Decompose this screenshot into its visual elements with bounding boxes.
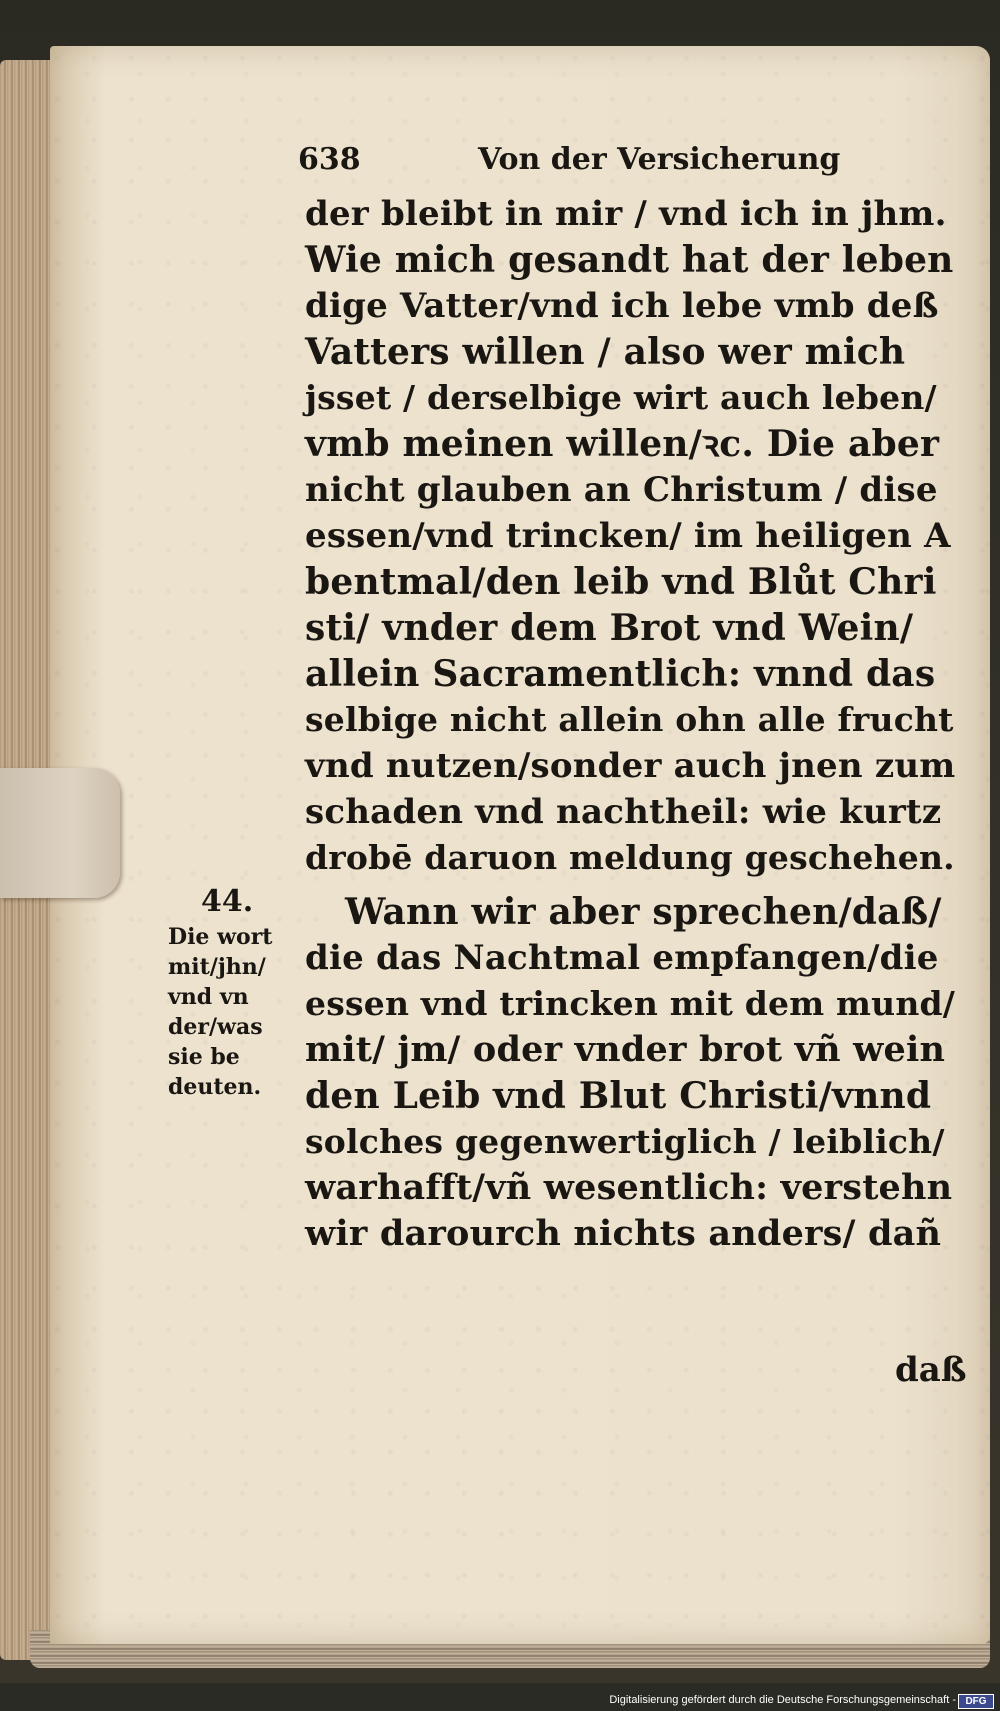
text-line: wir darourch nichts anders/ dañ: [305, 1213, 942, 1254]
text-line: Wie mich gesandt hat der leben: [305, 239, 954, 281]
text-line: essen/vnd trincken/ im heiligen A: [305, 516, 951, 556]
margin-note-line: der/was: [168, 1014, 263, 1040]
margin-note-line: sie be: [168, 1044, 240, 1070]
text-line: solches gegenwertiglich / leiblich/: [305, 1122, 945, 1161]
text-line: Vatters willen / also wer mich: [305, 331, 906, 373]
text-line: schaden vnd nachtheil: wie kurtz: [305, 792, 942, 832]
text-line: selbige nicht allein ohn alle frucht: [305, 700, 954, 739]
running-title: Von der Versicherung: [478, 142, 841, 177]
dfg-logo: DFG: [958, 1694, 994, 1709]
text-line: vnd nutzen/sonder auch jnen zum: [305, 746, 956, 786]
margin-note-line: Die wort: [168, 924, 273, 950]
page-number: 638: [298, 142, 361, 177]
text-line: der bleibt in mir / vnd ich in jhm.: [305, 194, 947, 234]
funding-credit: Digitalisierung gefördert durch die Deutsche Forschungsgemeinschaft -: [609, 1694, 956, 1706]
text-line: nicht glauben an Christum / dise: [305, 470, 938, 510]
text-line: vmb meinen willen/ꝛc. Die aber: [305, 423, 940, 465]
text-line-indented: Wann wir aber sprechen/daß/: [345, 891, 942, 933]
text-line: mit/ jm/ oder vnder brot vñ wein: [305, 1029, 946, 1070]
page-header: [298, 142, 841, 182]
margin-note-line: mit/jhn/: [168, 954, 266, 980]
text-line: jsset / derselbige wirt auch leben/: [305, 378, 937, 417]
text-line: die das Nachtmal empfangen/die: [305, 938, 939, 978]
text-line: sti/ vnder dem Brot vnd Wein/: [305, 607, 914, 649]
text-line: bentmal/den leib vnd Blůt Chri: [305, 561, 937, 603]
page-tab-marker: [0, 768, 120, 898]
text-line: warhafft/vñ wesentlich: verstehn: [305, 1167, 953, 1208]
margin-note-number: 44.: [201, 884, 254, 919]
text-line: den Leib vnd Blut Christi/vnnd: [305, 1075, 932, 1117]
text-line: drobē daruon meldung geschehen.: [305, 838, 955, 877]
margin-note-line: deuten.: [168, 1074, 262, 1100]
catchword: daß: [895, 1350, 967, 1390]
margin-note-line: vnd vn: [168, 984, 249, 1010]
text-line: essen vnd trincken mit dem mund/: [305, 984, 956, 1023]
text-line: dige Vatter/vnd ich lebe vmb deß: [305, 286, 939, 326]
text-line: allein Sacramentlich: vnnd das: [305, 653, 936, 695]
